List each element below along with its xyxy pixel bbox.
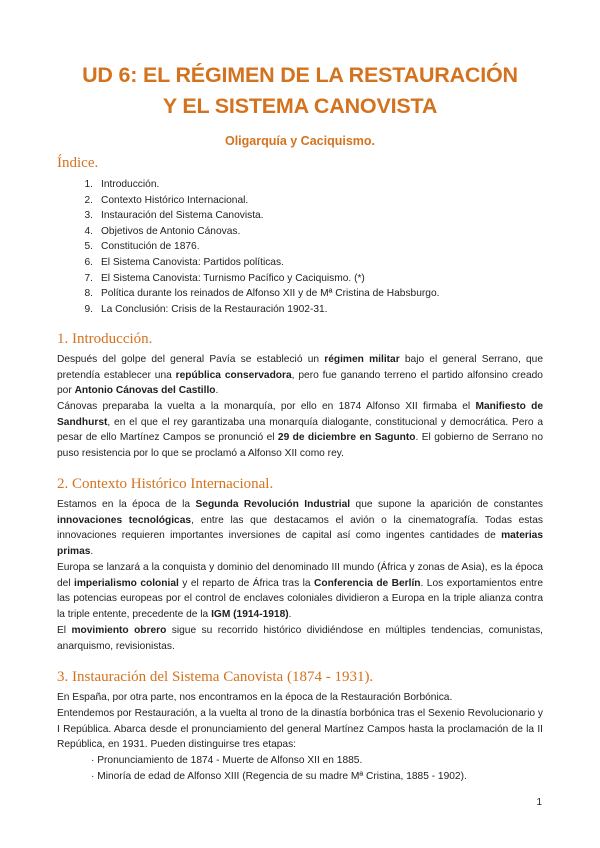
page-number: 1 bbox=[536, 797, 542, 808]
index-item: 3. Instauración del Sistema Canovista. bbox=[84, 210, 264, 222]
index-item: 1. Introducción. bbox=[84, 179, 160, 190]
title-line-2: Y EL SISTEMA CANOVISTA bbox=[162, 94, 438, 118]
section-3-paragraph-2: Entendemos por Restauración, a la vuelta al trono de la dinastía borbónica tras el Sexenio Revolucionario y I República. Abarca desde el pronunciamiento del general Martínez Campos hasta la proclamación de la II República, en 1931. Pueden distinguirse tres etapas: bbox=[57, 708, 543, 751]
list-item: · Minoría de edad de Alfonso XIII (Regencia de su madre Mª Cristina, 1885 - 1902). bbox=[91, 770, 467, 782]
section-1-paragraph-1: Después del golpe del general Pavía se estableció un régimen militar bajo el general Serrano, que pretendía establecer una república conservadora, pero fue ganando terreno el partido alfonsino creado por Antonio Cánovas del Castillo. bbox=[57, 354, 543, 397]
section-1-paragraph-2: Cánovas preparaba la vuelta a la monarquía, por ello en 1874 Alfonso XII firmaba el Manifiesto de Sandhurst, en el que el rey garantizaba una monarquía dialogante, constitucional y democrática. Pero a pesar de ello Martínez Campos se pronunció el 29 de diciembre en Sagunto. El gobierno de Serrano no puso resistencia por lo que se proclamó a Alfonso XII como rey. bbox=[57, 401, 543, 459]
section-3-paragraph-1: En España, por otra parte, nos encontramos en la época de la Restauración Borbónica. bbox=[57, 692, 453, 703]
index-item: 6. El Sistema Canovista: Partidos políticas. bbox=[84, 256, 284, 268]
index-item: 8. Política durante los reinados de Alfonso XII y de Mª Cristina de Habsburgo. bbox=[84, 288, 440, 300]
list-item: · Pronunciamiento de 1874 - Muerte de Alfonso XII en 1885. bbox=[91, 755, 363, 766]
index-list bbox=[57, 177, 439, 317]
section-1-heading: 1. Introducción. bbox=[57, 331, 153, 347]
index-heading: Índice. bbox=[57, 155, 99, 171]
section-2-paragraph-1: Estamos en la época de la Segunda Revolución Industrial que supone la aparición de constantes innovaciones tecnológicas, entre las que destacamos el avión o la cinematografía. Todas estas innovaciones requieren importantes inversiones de capital así como ingentes cantidades de materias primas. bbox=[57, 499, 543, 557]
index-item: 2. Contexto Histórico Internacional. bbox=[84, 194, 249, 206]
document-subtitle: Oligarquía y Caciquismo. bbox=[224, 134, 376, 148]
index-item: 9. La Conclusión: Crisis de la Restauración 1902-31. bbox=[84, 303, 328, 315]
title-line-1: UD 6: EL RÉGIMEN DE LA RESTAURACIÓN bbox=[82, 63, 518, 87]
section-2-paragraph-2: Europa se lanzará a la conquista y dominio del denominado III mundo (África y zonas de Asia), es la época del imperialismo colonial y el reparto de África tras la Conferencia de Berlín. Los exportamientos entre las potencias europeas por el control de enclaves coloniales dividieron a Europa en la triple alianza contra la triple entente, precedente de la IGM (1914-1918). bbox=[57, 562, 543, 620]
index-item: 7. El Sistema Canovista: Turnismo Pacífico y Caciquismo. (*) bbox=[84, 272, 365, 284]
section-3-bullets bbox=[91, 753, 467, 784]
index-item: 4. Objetivos de Antonio Cánovas. bbox=[84, 225, 241, 237]
section-2-heading: 2. Contexto Histórico Internacional. bbox=[57, 476, 274, 492]
section-2-paragraph-3: El movimiento obrero sigue su recorrido histórico dividiéndose en múltiples tendencias, comunistas, anarquismo, revisionistas. bbox=[57, 625, 543, 652]
index-item: 5. Constitución de 1876. bbox=[84, 241, 200, 253]
document-title bbox=[40, 60, 560, 122]
section-3-heading: 3. Instauración del Sistema Canovista (1874 - 1931). bbox=[57, 669, 374, 685]
